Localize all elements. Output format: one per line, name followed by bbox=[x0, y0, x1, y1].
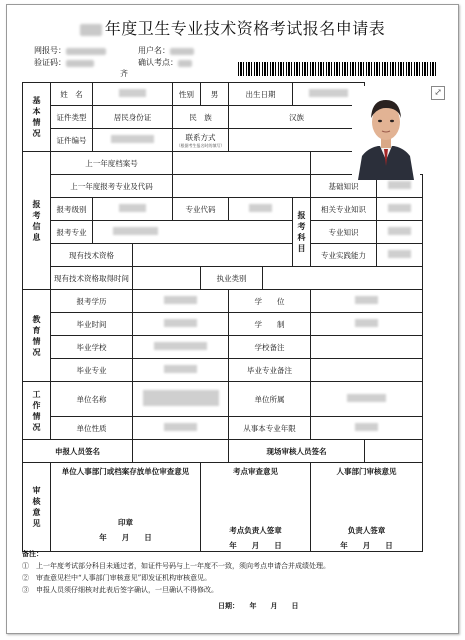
section-work: 工 作 情 况 bbox=[23, 382, 51, 440]
note-item: ② 审查意见栏中“人事部门审核意见”即发证机构审核意见。 bbox=[22, 574, 212, 582]
value-unit-nature bbox=[133, 417, 229, 440]
page-title: 年度卫生专业技术资格考试报名申请表 bbox=[0, 16, 465, 39]
verify-code-row: 验证码： bbox=[34, 58, 94, 68]
label-major-remark: 毕业专业备注 bbox=[229, 359, 311, 382]
label-related-knowledge: 相关专业知识 bbox=[311, 198, 377, 221]
label-qual-time: 现有技术资格取得时间 bbox=[51, 267, 133, 290]
value-grad-time bbox=[133, 313, 229, 336]
redacted-confirm-point bbox=[178, 60, 192, 67]
label-gender: 性别 bbox=[173, 83, 201, 106]
label-ethnic: 民 族 bbox=[173, 106, 229, 129]
value-gender: 男 bbox=[201, 83, 229, 106]
label-system: 学 制 bbox=[229, 313, 311, 336]
section-exam: 报 考 信 息 bbox=[23, 152, 51, 290]
value-level bbox=[93, 198, 173, 221]
label-applicant-sign: 申报人员签名 bbox=[23, 440, 133, 463]
label-level: 报考级别 bbox=[51, 198, 93, 221]
label-unit-nature: 单位性质 bbox=[51, 417, 133, 440]
label-prev-major: 上一年度报考专业及代码 bbox=[51, 175, 173, 198]
redacted-year bbox=[80, 24, 102, 36]
label-current-qual: 现有技术资格 bbox=[51, 244, 133, 267]
value-applicant-sign bbox=[133, 440, 229, 463]
label-unit-name: 单位名称 bbox=[51, 382, 133, 417]
portrait-image bbox=[352, 86, 420, 180]
value-practice bbox=[377, 244, 423, 267]
value-system bbox=[311, 313, 423, 336]
label-unit-place: 单位所属 bbox=[229, 382, 311, 417]
label-degree: 报考学历 bbox=[51, 290, 133, 313]
user-name-row: 用户名： bbox=[138, 46, 194, 56]
value-major-remark bbox=[311, 359, 423, 382]
value-prev-major bbox=[173, 175, 311, 198]
value-ethnic: 汉族 bbox=[229, 106, 365, 129]
value-practice-type bbox=[263, 267, 423, 290]
value-related-knowledge bbox=[377, 198, 423, 221]
value-name bbox=[93, 83, 173, 106]
label-id-type: 证件类型 bbox=[51, 106, 93, 129]
section-basic: 基 本 情 况 bbox=[23, 83, 51, 152]
label-name: 姓 名 bbox=[51, 83, 93, 106]
value-major-code bbox=[229, 198, 293, 221]
label-major: 报考专业 bbox=[51, 221, 93, 244]
label-contact: 联系方式 （根据考生报名时的填写） bbox=[173, 129, 229, 152]
label-remark: 学校备注 bbox=[229, 336, 311, 359]
label-school: 毕业学校 bbox=[51, 336, 133, 359]
value-unit-name bbox=[133, 382, 229, 417]
label-practice-type: 执业类别 bbox=[201, 267, 263, 290]
value-contact bbox=[229, 129, 365, 152]
label-major-code: 专业代码 bbox=[173, 198, 229, 221]
label-years: 从事本专业年限 bbox=[229, 417, 311, 440]
label-birth: 出生日期 bbox=[229, 83, 293, 106]
label-prev-file-no: 上一年度档案号 bbox=[51, 152, 173, 175]
value-remark bbox=[311, 336, 423, 359]
redacted-verify-code bbox=[66, 60, 94, 67]
redacted-user-name bbox=[170, 48, 194, 55]
value-id-no bbox=[93, 129, 173, 152]
value-reviewer-sign bbox=[365, 440, 423, 463]
value-id-type: 居民身份证 bbox=[93, 106, 173, 129]
value-years bbox=[311, 417, 423, 440]
note-item: ① 上一年度考试部分科目未通过者，如证件号码与上一年度不一致，须向考点申请合并成绩处理。 bbox=[22, 562, 330, 570]
audit-col-3: 人事部门审核意见 负责人签章 年 月 日 bbox=[311, 463, 423, 552]
label-grad-major: 毕业专业 bbox=[51, 359, 133, 382]
section-audit: 审 核 意 见 bbox=[23, 463, 51, 552]
value-major bbox=[93, 221, 293, 244]
redacted-net-id bbox=[66, 48, 106, 55]
note-item: ③ 申报人员须仔细核对此表后签字确认，一旦确认不得修改。 bbox=[22, 586, 218, 594]
net-id-row: 网报号： bbox=[34, 46, 106, 56]
value-unit-place bbox=[311, 382, 423, 417]
value-major-knowledge bbox=[377, 221, 423, 244]
section-edu: 教 育 情 况 bbox=[23, 290, 51, 382]
audit-col-2: 考点审查意见 考点负责人签章 年 月 日 bbox=[201, 463, 311, 552]
label-subjects: 报 考 科 目 bbox=[293, 198, 311, 267]
value-prev-file-no bbox=[173, 152, 311, 175]
value-degree-right bbox=[311, 290, 423, 313]
value-degree bbox=[133, 290, 229, 313]
label-grad-time: 毕业时间 bbox=[51, 313, 133, 336]
label-reviewer-sign: 现场审核人员签名 bbox=[229, 440, 365, 463]
label-practice: 专业实践能力 bbox=[311, 244, 377, 267]
label-degree-right: 学 位 bbox=[229, 290, 311, 313]
barcode bbox=[238, 62, 438, 76]
notes-title: 备注： bbox=[22, 549, 43, 558]
value-school bbox=[133, 336, 229, 359]
value-qual-time bbox=[133, 267, 201, 290]
expand-icon[interactable]: ⤢ bbox=[431, 86, 445, 100]
notes-section bbox=[22, 548, 422, 612]
label-major-knowledge: 专业知识 bbox=[311, 221, 377, 244]
trailing-char: 齐 bbox=[120, 69, 128, 78]
label-id-no: 证件编号 bbox=[51, 129, 93, 152]
value-current-qual bbox=[133, 244, 293, 267]
applicant-photo bbox=[352, 86, 420, 180]
label-basic-knowledge: 基础知识 bbox=[311, 175, 377, 198]
value-grad-major bbox=[133, 359, 229, 382]
audit-col-1: 单位人事部门或档案存放单位审查意见 印章 年 月 日 bbox=[51, 463, 201, 552]
notes-date: 日期： 年 月 日 bbox=[218, 601, 299, 610]
confirm-point-row: 确认考点： bbox=[138, 58, 192, 68]
